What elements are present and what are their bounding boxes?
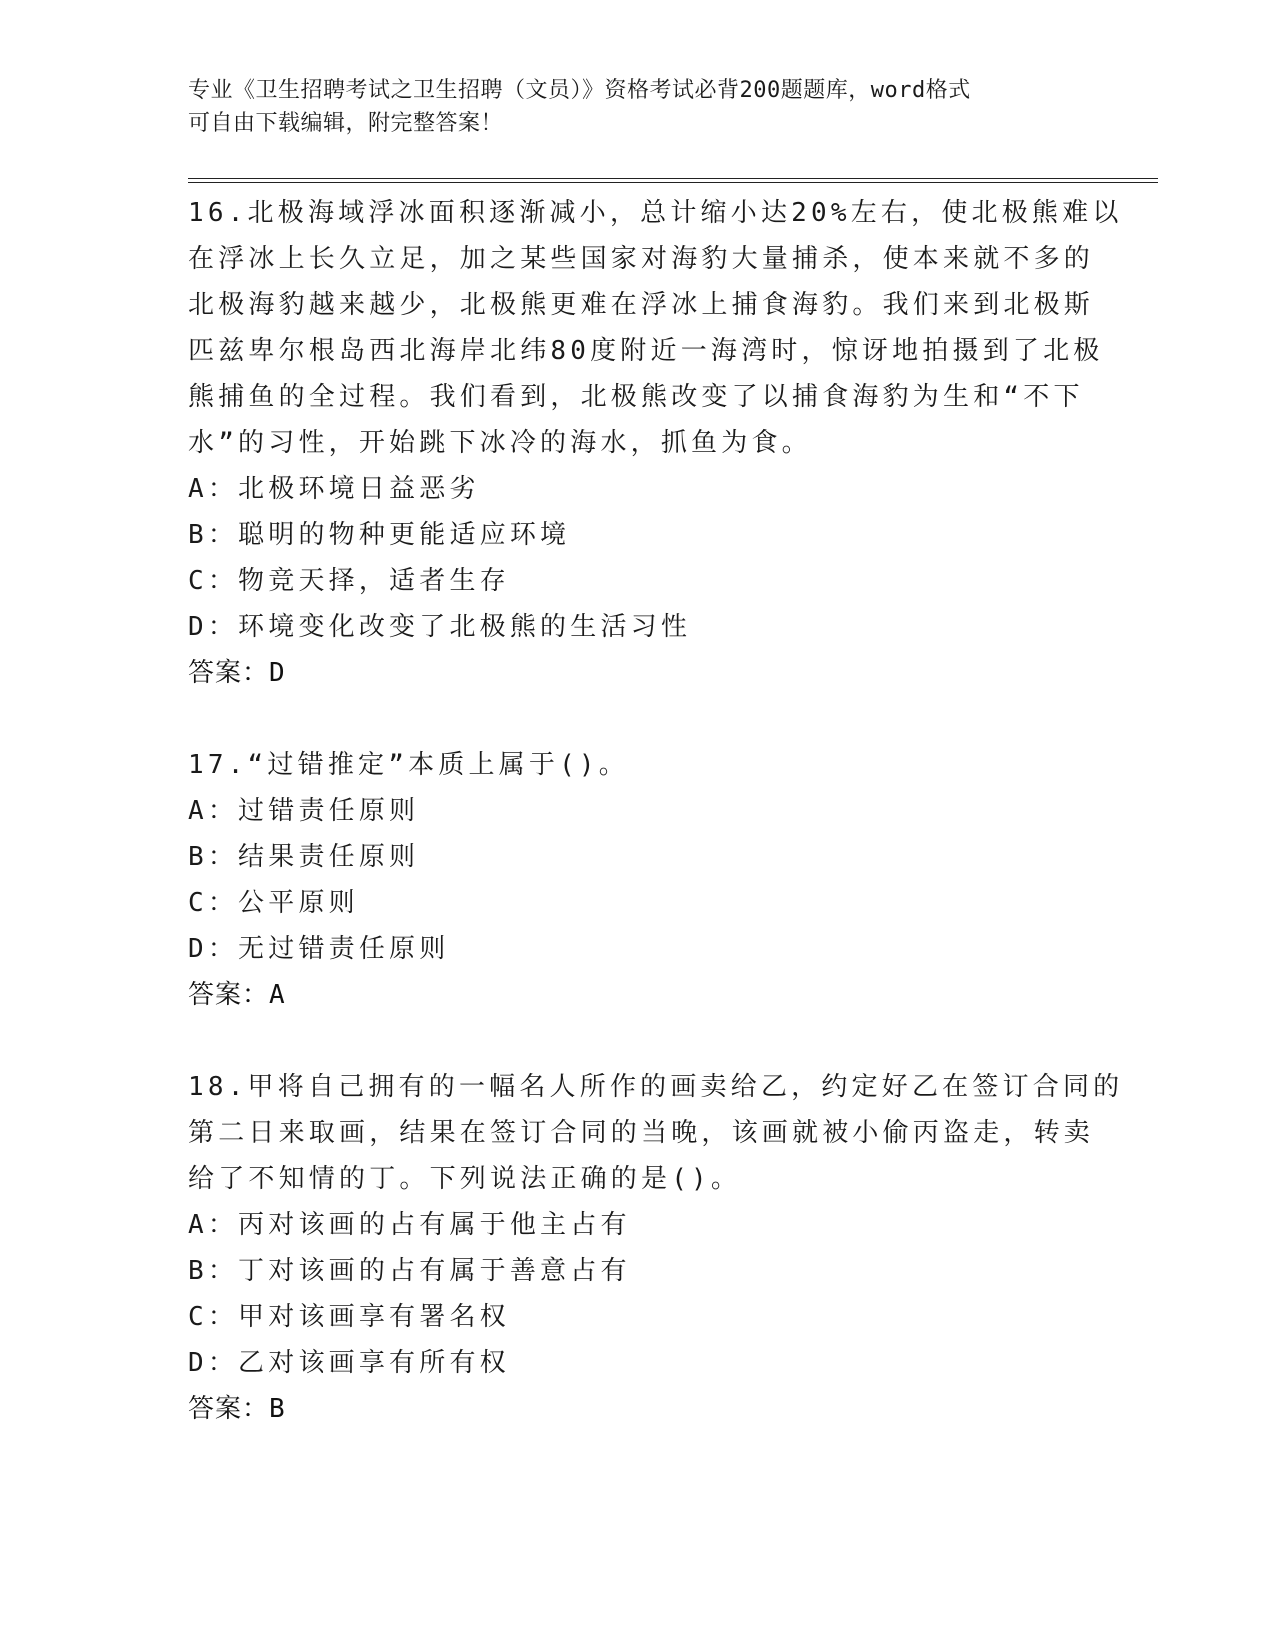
question-stem-line: 17.“过错推定”本质上属于()。 (188, 750, 629, 780)
question-17 (188, 742, 1108, 1018)
header-divider-thick (188, 178, 1158, 179)
option-a: A：北极环境日益恶劣 (188, 474, 480, 504)
answer-value: A (269, 980, 285, 1010)
answer-value: D (269, 658, 285, 688)
option-a: A：丙对该画的占有属于他主占有 (188, 1210, 631, 1240)
question-stem-line: 熊捕鱼的全过程。我们看到，北极熊改变了以捕食海豹为生和“不下 (188, 382, 1084, 412)
answer-line (188, 1386, 1108, 1432)
question-18 (188, 1064, 1124, 1432)
question-stem-line: 18.甲将自己拥有的一幅名人所作的画卖给乙，约定好乙在签订合同的 (188, 1072, 1124, 1102)
option-d: D：无过错责任原则 (188, 934, 450, 964)
answer-label: 答案： (188, 980, 270, 1010)
question-16 (188, 190, 1123, 696)
question-stem-line: 水”的习性，开始跳下冰冷的海水，抓鱼为食。 (188, 428, 812, 458)
question-list (188, 190, 1124, 1478)
option-b: B：结果责任原则 (188, 842, 420, 872)
answer-label: 答案： (188, 658, 270, 688)
answer-line (188, 650, 1108, 696)
header-line-2: 可自由下载编辑，附完整答案！ (188, 111, 504, 136)
question-stem-line: 16.北极海域浮冰面积逐渐减小，总计缩小达20%左右，使北极熊难以 (188, 198, 1123, 228)
question-stem-line: 第二日来取画，结果在签订合同的当晚，该画就被小偷丙盗走，转卖 (188, 1118, 1095, 1148)
option-c: C：物竞天择，适者生存 (188, 566, 510, 596)
option-a: A：过错责任原则 (188, 796, 420, 826)
answer-label: 答案： (188, 1394, 270, 1424)
question-stem-line: 给了不知情的丁。下列说法正确的是()。 (188, 1164, 742, 1194)
question-stem-line: 匹兹卑尔根岛西北海岸北纬80度附近一海湾时，惊讶地拍摄到了北极 (188, 336, 1104, 366)
document-header (188, 74, 1088, 140)
header-line-1: 专业《卫生招聘考试之卫生招聘（文员）》资格考试必背200题题库，word格式 (188, 78, 971, 103)
header-divider-thin (188, 182, 1158, 183)
question-stem-line: 北极海豹越来越少，北极熊更难在浮冰上捕食海豹。我们来到北极斯 (188, 290, 1095, 320)
answer-value: B (269, 1394, 285, 1424)
question-stem-line: 在浮冰上长久立足，加之某些国家对海豹大量捕杀，使本来就不多的 (188, 244, 1095, 274)
option-d: D：乙对该画享有所有权 (188, 1348, 510, 1378)
option-c: C：甲对该画享有署名权 (188, 1302, 510, 1332)
option-d: D：环境变化改变了北极熊的生活习性 (188, 612, 692, 642)
option-c: C：公平原则 (188, 888, 359, 918)
option-b: B：聪明的物种更能适应环境 (188, 520, 571, 550)
answer-line (188, 972, 1108, 1018)
option-b: B：丁对该画的占有属于善意占有 (188, 1256, 631, 1286)
